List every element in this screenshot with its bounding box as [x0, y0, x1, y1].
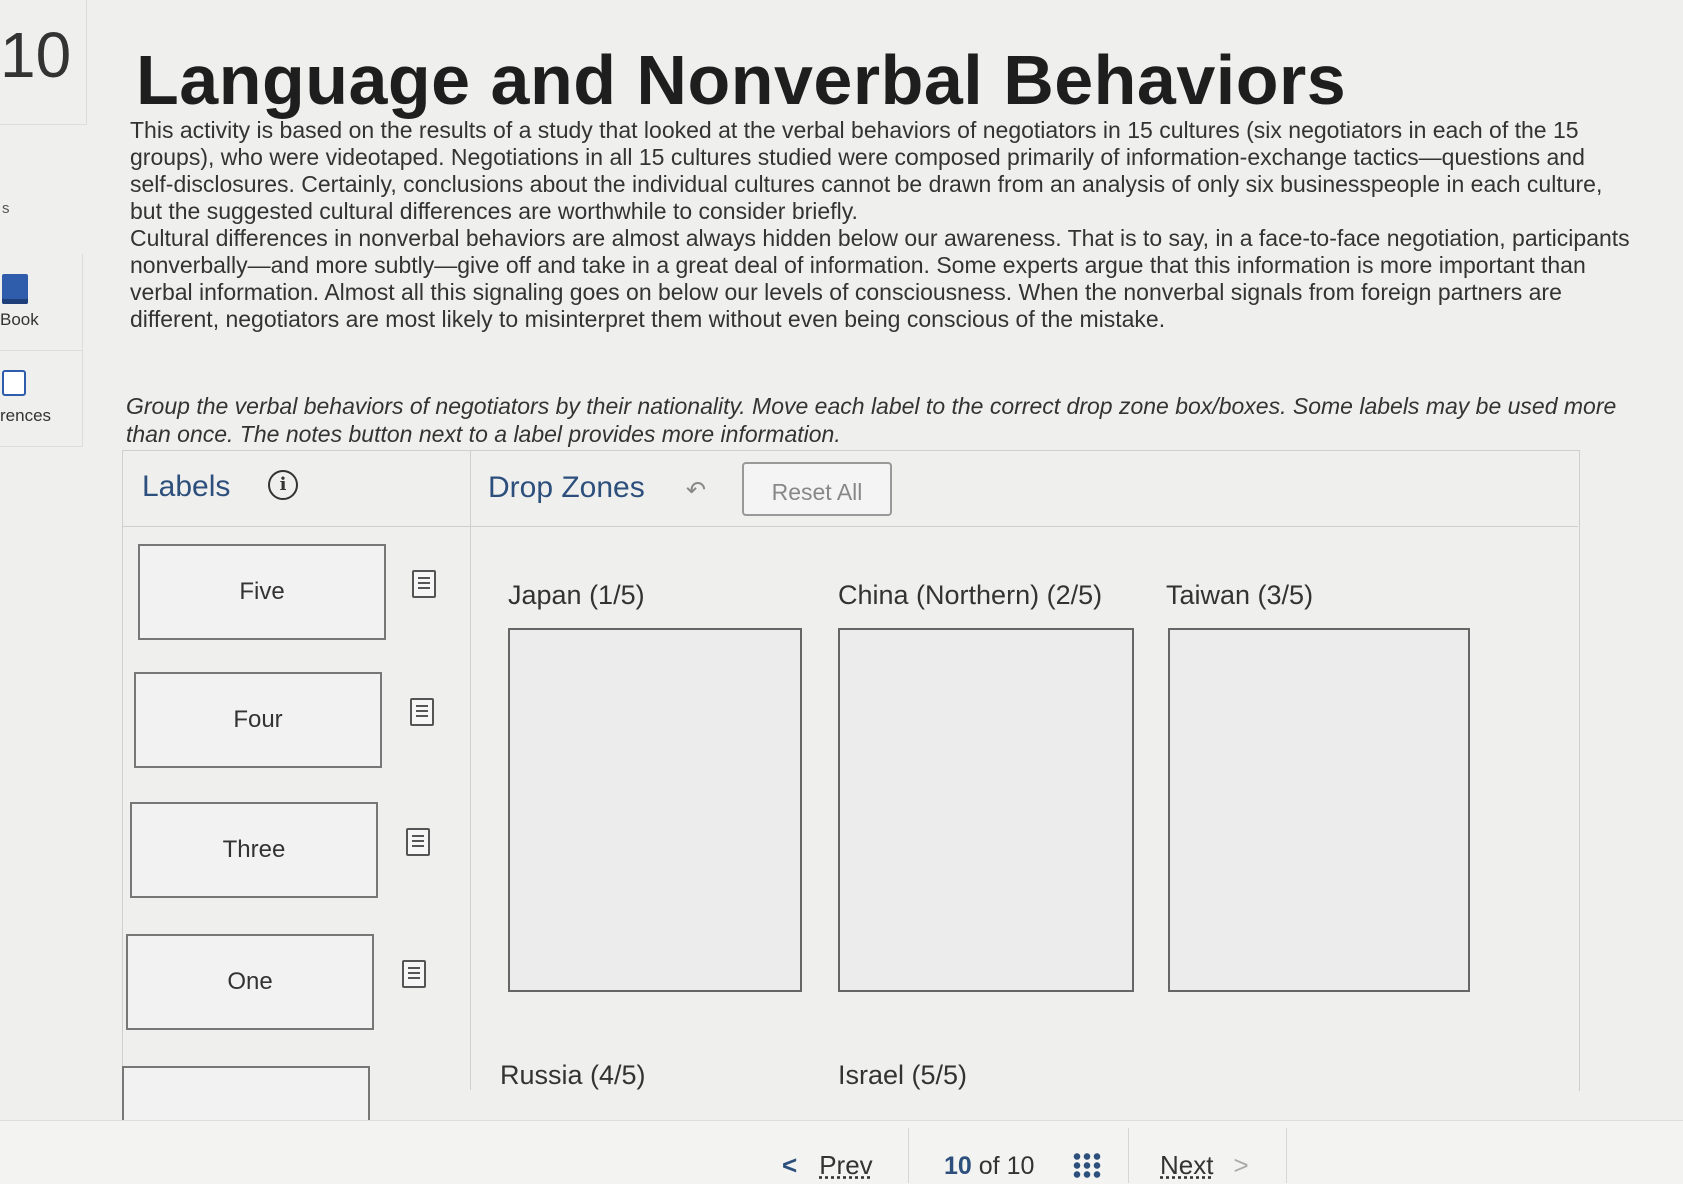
- chevron-right-icon: >: [1233, 1150, 1249, 1180]
- book-icon: [2, 274, 28, 304]
- reset-all-button[interactable]: Reset All: [742, 462, 892, 516]
- panel-divider: [470, 450, 471, 1090]
- next-label: Next: [1160, 1150, 1214, 1180]
- label-text: Three: [222, 836, 286, 863]
- label-card-partial[interactable]: [122, 1066, 370, 1128]
- footer-separator: [1128, 1128, 1129, 1183]
- grid-icon[interactable]: [1072, 1152, 1102, 1180]
- notes-icon[interactable]: [410, 698, 434, 726]
- instructions: Group the verbal behaviors of negotiators by their nationality. Move each label to the correct drop zone box/boxes. Some labels may be used more than once. The notes button next to a label provides more information.: [126, 393, 1617, 447]
- next-button[interactable]: [1160, 1150, 1249, 1181]
- zone-title-russia: Russia (4/5): [500, 1060, 646, 1090]
- zone-title-taiwan: Taiwan (3/5): [1166, 580, 1314, 610]
- ebook-label: Book: [0, 310, 39, 329]
- prev-button[interactable]: [782, 1150, 873, 1181]
- of-label: of: [978, 1152, 1000, 1180]
- page-indicator[interactable]: [944, 1152, 1034, 1181]
- references-label: rences: [0, 406, 52, 425]
- zone-title-japan: Japan (1/5): [508, 580, 645, 610]
- references-button[interactable]: [0, 350, 83, 447]
- labels-title: Labels: [142, 470, 231, 503]
- notes-icon[interactable]: [406, 828, 430, 856]
- drop-zone-china-northern[interactable]: [838, 628, 1134, 992]
- label-text: Five: [239, 578, 285, 605]
- undo-icon[interactable]: ↶: [686, 477, 707, 504]
- label-card-one[interactable]: [126, 934, 374, 1030]
- intro-paragraph-1: This activity is based on the results of a study that looked at the verbal behaviors of negotiators in 15 cultures (six negotiators in each of the 15 groups), who were videotaped. Negotiations in all 15 cultures studied were composed primarily of information-exchange tactics—questions and self-disclosures. Certainly, conclusions about the individual cultures cannot be drawn from an analysis of only six businesspeople in each culture, but the suggested cultural differences are worthwhile to consider briefly.: [130, 117, 1603, 224]
- drop-zone-taiwan[interactable]: [1168, 628, 1470, 992]
- rail-partial-label: s: [2, 200, 10, 217]
- notes-icon[interactable]: [412, 570, 436, 598]
- references-icon: [2, 370, 26, 396]
- left-rail: [0, 0, 88, 1120]
- chevron-left-icon: <: [782, 1150, 798, 1180]
- drop-zones-title: Drop Zones: [488, 471, 645, 504]
- zone-title-israel: Israel (5/5): [838, 1060, 968, 1090]
- question-number: 10: [0, 19, 72, 91]
- label-card-five[interactable]: [138, 544, 386, 640]
- label-card-four[interactable]: [134, 672, 382, 768]
- footer-separator: [908, 1128, 909, 1183]
- footer-separator: [1286, 1128, 1287, 1183]
- prev-label: Prev: [819, 1150, 873, 1180]
- total-pages: 10: [1006, 1152, 1035, 1180]
- current-page: 10: [944, 1152, 972, 1180]
- info-icon[interactable]: i: [268, 470, 298, 500]
- page-title: Language and Nonverbal Behaviors: [136, 41, 1347, 119]
- label-text: Four: [233, 706, 283, 733]
- notes-icon[interactable]: [402, 960, 426, 988]
- label-text: One: [227, 968, 273, 995]
- intro-paragraph-2: Cultural differences in nonverbal behaviors are almost always hidden below our awareness. That is to say, in a face-to-face negotiation, participants nonverbally—and more subtly—give off and take in a great deal of information. Some experts argue that this information is more important than verbal information. Almost all this signaling goes on below our levels of consciousness. When the nonverbal signals from foreign partners are different, negotiators are most likely to misinterpret them without even being conscious of the mistake.: [130, 225, 1630, 332]
- ebook-button[interactable]: [0, 254, 83, 351]
- label-card-three[interactable]: [130, 802, 378, 898]
- zone-title-china-northern: China (Northern) (2/5): [838, 580, 1103, 610]
- drop-zone-japan[interactable]: [508, 628, 802, 992]
